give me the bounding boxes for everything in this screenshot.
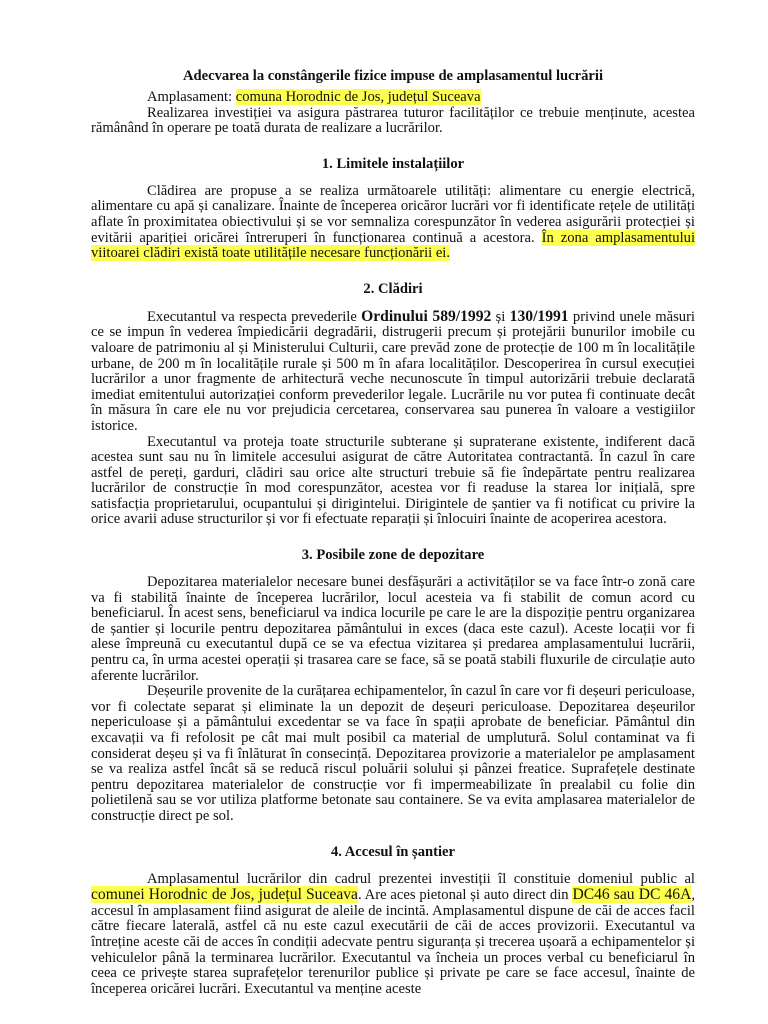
section-4-heading: 4. Accesul în șantier	[330, 843, 456, 860]
section-2-text-a: Executantul va respecta prevederile	[147, 308, 362, 325]
section-2-paragraph-2: Executantul va proteja toate structurile subterane și supraterane existente, indiferent dacă acestea sunt sau nu în limitele accesului asigurat de către Autoritatea contractantă. În cazul în care astfel de pereți, garduri, clădiri sau orice alte structuri trebuie să fie îndepărtate pentru realizarea lucrărilor de construcție în mod corespunzător, acestea vor fi readuse la starea lor inițială, spre satisfacția proprietarului, ocupantului și dirigintelui. Dirigintele de șantier va fi notificat cu privire la orice avarii aduse structurilor și vor fi efectuate reparații și înlocuiri înainte de acoperirea acestora.	[91, 433, 695, 528]
section-1-text: Clădirea are propuse a se realiza următoarele utilități: alimentare cu energie electrică, alimentare cu apă și canalizare. Înainte de începerea oricăror lucrări vor fi identificate rețele de utilități aflate în proximitatea obiectivului și se vor semnaliza corespunzător în vederea asigurării protecției și evitării apariției oricărei întreruperi în funcționarea continuă a acestora.	[91, 182, 695, 246]
section-4-text-c: , accesul în amplasament fiind asigurat de aleile de incintă. Amplasamentul dispune de căi de acces facil către fiecare laterală, astfel că nu este cazul executării de căi de acces provizorii. Executantul va întreține aceste căi de acces în condiții adecvate pentru siguranța și trecerea ușoară a echipamentelor și vehiculelor până la terminarea lucrărilor. Executantul va încheia un proces verbal cu beneficiarul în ceea ce privește starea suprafețelor terenurilor publice și private pe care se face accesul, înainte de începerea oricărei lucrări. Executantul va menține aceste	[91, 887, 695, 997]
document-title: Adecvarea la constângerile fizice impuse de amplasamentul lucrării	[182, 68, 604, 84]
section-2-paragraph-1	[91, 309, 695, 435]
section-3-paragraph-1: Depozitarea materialelor necesare bunei desfășurări a activităților se va face într-o zonă care va fi stabilită înainte de începerea lucrărilor, locul acesteia va fi stabilit de comun acord cu beneficiarul. În acest sens, beneficiarul va indica locurile pe care le are la dispoziție pentru organizarea de șantier și locurile pentru depozitarea pământului in exces (daca este cazul). Aceste locații vor fi alese împreună cu executantul după ce se va efectua vizitarea și predarea amplasamentului lucrării, pentru ca, în urma acestei operații și trasarea care se face, să se poată stabili fluxurile de circulație auto aferente lucrărilor.	[91, 574, 695, 684]
document-body	[91, 68, 695, 997]
location-label: Amplasament:	[147, 89, 236, 105]
section-4-text-b: . Are aces pietonal și auto direct din	[357, 887, 573, 904]
location-paragraph	[91, 90, 695, 106]
section-2-heading: 2. Clădiri	[363, 280, 423, 297]
order-589-reference: Ordinului 589/1992	[361, 307, 492, 325]
section-2-text-b: privind unele măsuri ce se impun în vederea împiedicării degradării, distrugerii precum și protejării bunurilor imobile cu valoare de patrimoniu al și Ministerului Culturii, care prevăd zone de protecție de 100 m în localitățile urbane, de 200 m în localitățile rurale și 500 m în afara localităților. Descoperirea în cursul execuției lucrărilor a unor fragmente de arhitectură veche necunoscute în timpul autorizării trebuie declarată imediat emitentului autorizației conform prevederilor legale. Lucrările nu vor putea fi continuate decât în măsura în care ele nu vor prejudicia cercetarea, conservarea sau punerea în valoare a vestigiilor istorice.	[91, 308, 695, 434]
section-3-paragraph-2: Deșeurile provenite de la curățarea echipamentelor, în cazul în care vor fi deșeuri periculoase, vor fi colectate separat și eliminate la un depozit de deșeuri periculoase. Depozitarea deșeurilor nepericuloase și a pământului excedentar se va face în spații aprobate de beneficiar. Pământul din excavații va fi refolosit pe cât mai mult posibil ca material de umplutură. Solul contaminat va fi considerat deșeu și va fi înlăturat în consecință. Depozitarea provizorie a materialelor pe amplasament se va realiza astfel încât să se reducă riscul poluării solului și pânzei freatice. Suprafețele destinate pentru depozitarea materialelor de construcție vor fi impermeabilizate în prealabil cu folie din polietilenă sau se vor utiliza platforme betonate sau containere. Se va evita amplasarea materialelor de construcție direct pe sol.	[91, 683, 695, 824]
section-2-and: și	[491, 308, 510, 325]
section-1-paragraph	[91, 184, 695, 262]
section-3-heading: 3. Posibile zone de depozitare	[301, 547, 485, 564]
section-1-highlight: În zona amplasamentului viitoarei clădiri există toate utilitățile necesare funcționării ei.	[91, 229, 696, 262]
order-130-reference: 130/1991	[509, 307, 569, 325]
location-highlight: comuna Horodnic de Jos, județul Suceava	[235, 89, 481, 105]
road-highlight: DC46 sau DC 46A	[572, 886, 692, 904]
commune-highlight: comunei Horodnic de Jos, județul Suceava	[91, 886, 358, 904]
section-1-heading: 1. Limitele instalațiilor	[321, 155, 465, 172]
section-4-text-a: Amplasamentul lucrărilor din cadrul prezentei investiții îl constituie domeniul public al	[147, 870, 695, 887]
section-4-paragraph	[91, 872, 695, 998]
intro-paragraph: Realizarea investiției va asigura păstrarea tuturor facilităților ce trebuie menținute, acestea rămânând în operare pe toată durata de realizare a lucrărilor.	[91, 104, 695, 137]
